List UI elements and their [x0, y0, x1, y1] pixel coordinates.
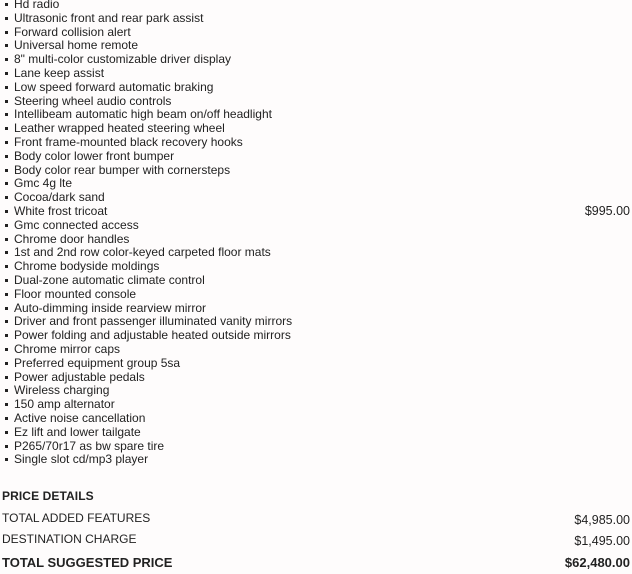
bullet-icon [5, 224, 8, 227]
feature-item [0, 164, 632, 178]
feature-item [0, 288, 632, 302]
feature-item [0, 81, 632, 95]
feature-item [0, 177, 632, 191]
feature-label: Dual-zone automatic climate control [14, 272, 205, 287]
bullet-icon [5, 417, 8, 420]
feature-label: Wireless charging [14, 383, 110, 398]
feature-item [0, 150, 632, 164]
feature-item [0, 274, 632, 288]
bullet-icon [5, 238, 8, 241]
feature-label: White frost tricoat [14, 203, 108, 218]
bullet-icon [5, 155, 8, 158]
feature-item [0, 122, 632, 136]
feature-label: 150 amp alternator [14, 397, 115, 412]
bullet-icon [5, 320, 8, 323]
feature-item [0, 26, 632, 40]
bullet-icon [5, 251, 8, 254]
feature-price: $995.00 [584, 203, 630, 218]
feature-item [0, 412, 632, 426]
feature-item [0, 219, 632, 233]
feature-label: Intellibeam automatic high beam on/off headlight [14, 107, 272, 122]
bullet-icon [5, 279, 8, 282]
feature-item [0, 205, 632, 219]
feature-item [0, 191, 632, 205]
feature-item [0, 371, 632, 385]
feature-label: Driver and front passenger illuminated vanity mirrors [14, 314, 293, 329]
bullet-icon [5, 389, 8, 392]
bullet-icon [5, 72, 8, 75]
feature-label: Floor mounted console [14, 286, 137, 301]
feature-label: Low speed forward automatic braking [14, 79, 214, 94]
feature-label: Ez lift and lower tailgate [14, 424, 141, 439]
total-added-features-row [2, 511, 630, 529]
bullet-icon [5, 58, 8, 61]
feature-item [0, 67, 632, 81]
bullet-icon [5, 31, 8, 34]
bullet-icon [5, 196, 8, 199]
destination-charge-value: $1,495.00 [574, 534, 630, 548]
feature-label: Chrome mirror caps [14, 341, 121, 356]
feature-label: Power adjustable pedals [14, 369, 145, 384]
bullet-icon [5, 182, 8, 185]
bullet-icon [5, 458, 8, 461]
bullet-icon [5, 141, 8, 144]
feature-item [0, 357, 632, 371]
bullet-icon [5, 265, 8, 268]
feature-item [0, 453, 632, 467]
feature-label: Front frame-mounted black recovery hooks [14, 134, 243, 149]
feature-item [0, 95, 632, 109]
feature-item [0, 12, 632, 26]
feature-label: P265/70r17 as bw spare tire [14, 438, 165, 453]
bullet-icon [5, 113, 8, 116]
bullet-icon [5, 431, 8, 434]
feature-label: Gmc connected access [14, 217, 139, 232]
bullet-icon [5, 293, 8, 296]
bullet-icon [5, 445, 8, 448]
feature-label: Body color rear bumper with cornersteps [14, 162, 231, 177]
feature-item [0, 440, 632, 454]
feature-item [0, 384, 632, 398]
feature-item [0, 426, 632, 440]
feature-label: Steering wheel audio controls [14, 93, 172, 108]
feature-item [0, 53, 632, 67]
feature-item [0, 302, 632, 316]
feature-label: Single slot cd/mp3 player [14, 452, 149, 467]
bullet-icon [5, 210, 8, 213]
feature-label: Body color lower front bumper [14, 148, 175, 163]
feature-label: Lane keep assist [14, 65, 105, 80]
price-details-heading: PRICE DETAILS [2, 489, 94, 503]
feature-item [0, 343, 632, 357]
feature-label: Chrome bodyside moldings [14, 259, 160, 274]
total-suggested-price-label: TOTAL SUGGESTED PRICE [2, 555, 173, 570]
bullet-icon [5, 100, 8, 103]
bullet-icon [5, 17, 8, 20]
feature-label: 1st and 2nd row color-keyed carpeted floor mats [14, 245, 271, 260]
total-suggested-price-row [2, 555, 630, 573]
feature-label: Hd radio [14, 0, 60, 11]
total-added-features-label: TOTAL ADDED FEATURES [2, 511, 151, 525]
bullet-icon [5, 334, 8, 337]
destination-charge-row [2, 532, 630, 550]
feature-label: Power folding and adjustable heated outside mirrors [14, 328, 291, 343]
total-added-features-value: $4,985.00 [574, 513, 630, 527]
feature-label: Auto-dimming inside rearview mirror [14, 300, 207, 315]
feature-label: Preferred equipment group 5sa [14, 355, 181, 370]
feature-item [0, 315, 632, 329]
feature-label: Ultrasonic front and rear park assist [14, 10, 204, 25]
feature-label: Leather wrapped heated steering wheel [14, 121, 225, 136]
bullet-icon [5, 44, 8, 47]
feature-item [0, 246, 632, 260]
bullet-icon [5, 362, 8, 365]
feature-label: Chrome door handles [14, 231, 130, 246]
bullet-icon [5, 376, 8, 379]
bullet-icon [5, 86, 8, 89]
feature-label: 8" multi-color customizable driver display [14, 52, 232, 67]
feature-item [0, 39, 632, 53]
bullet-icon [5, 3, 8, 6]
bullet-icon [5, 348, 8, 351]
total-suggested-price-value: $62,480.00 [564, 555, 630, 570]
feature-item [0, 108, 632, 122]
feature-label: Cocoa/dark sand [14, 190, 105, 205]
feature-item [0, 233, 632, 247]
feature-label: Universal home remote [14, 38, 139, 53]
bullet-icon [5, 169, 8, 172]
feature-label: Active noise cancellation [14, 410, 146, 425]
feature-item [0, 136, 632, 150]
feature-item [0, 329, 632, 343]
feature-label: Forward collision alert [14, 24, 131, 39]
bullet-icon [5, 127, 8, 130]
bullet-icon [5, 403, 8, 406]
bullet-icon [5, 307, 8, 310]
destination-charge-label: DESTINATION CHARGE [2, 532, 137, 546]
feature-item [0, 398, 632, 412]
feature-label: Gmc 4g lte [14, 176, 73, 191]
feature-item [0, 260, 632, 274]
